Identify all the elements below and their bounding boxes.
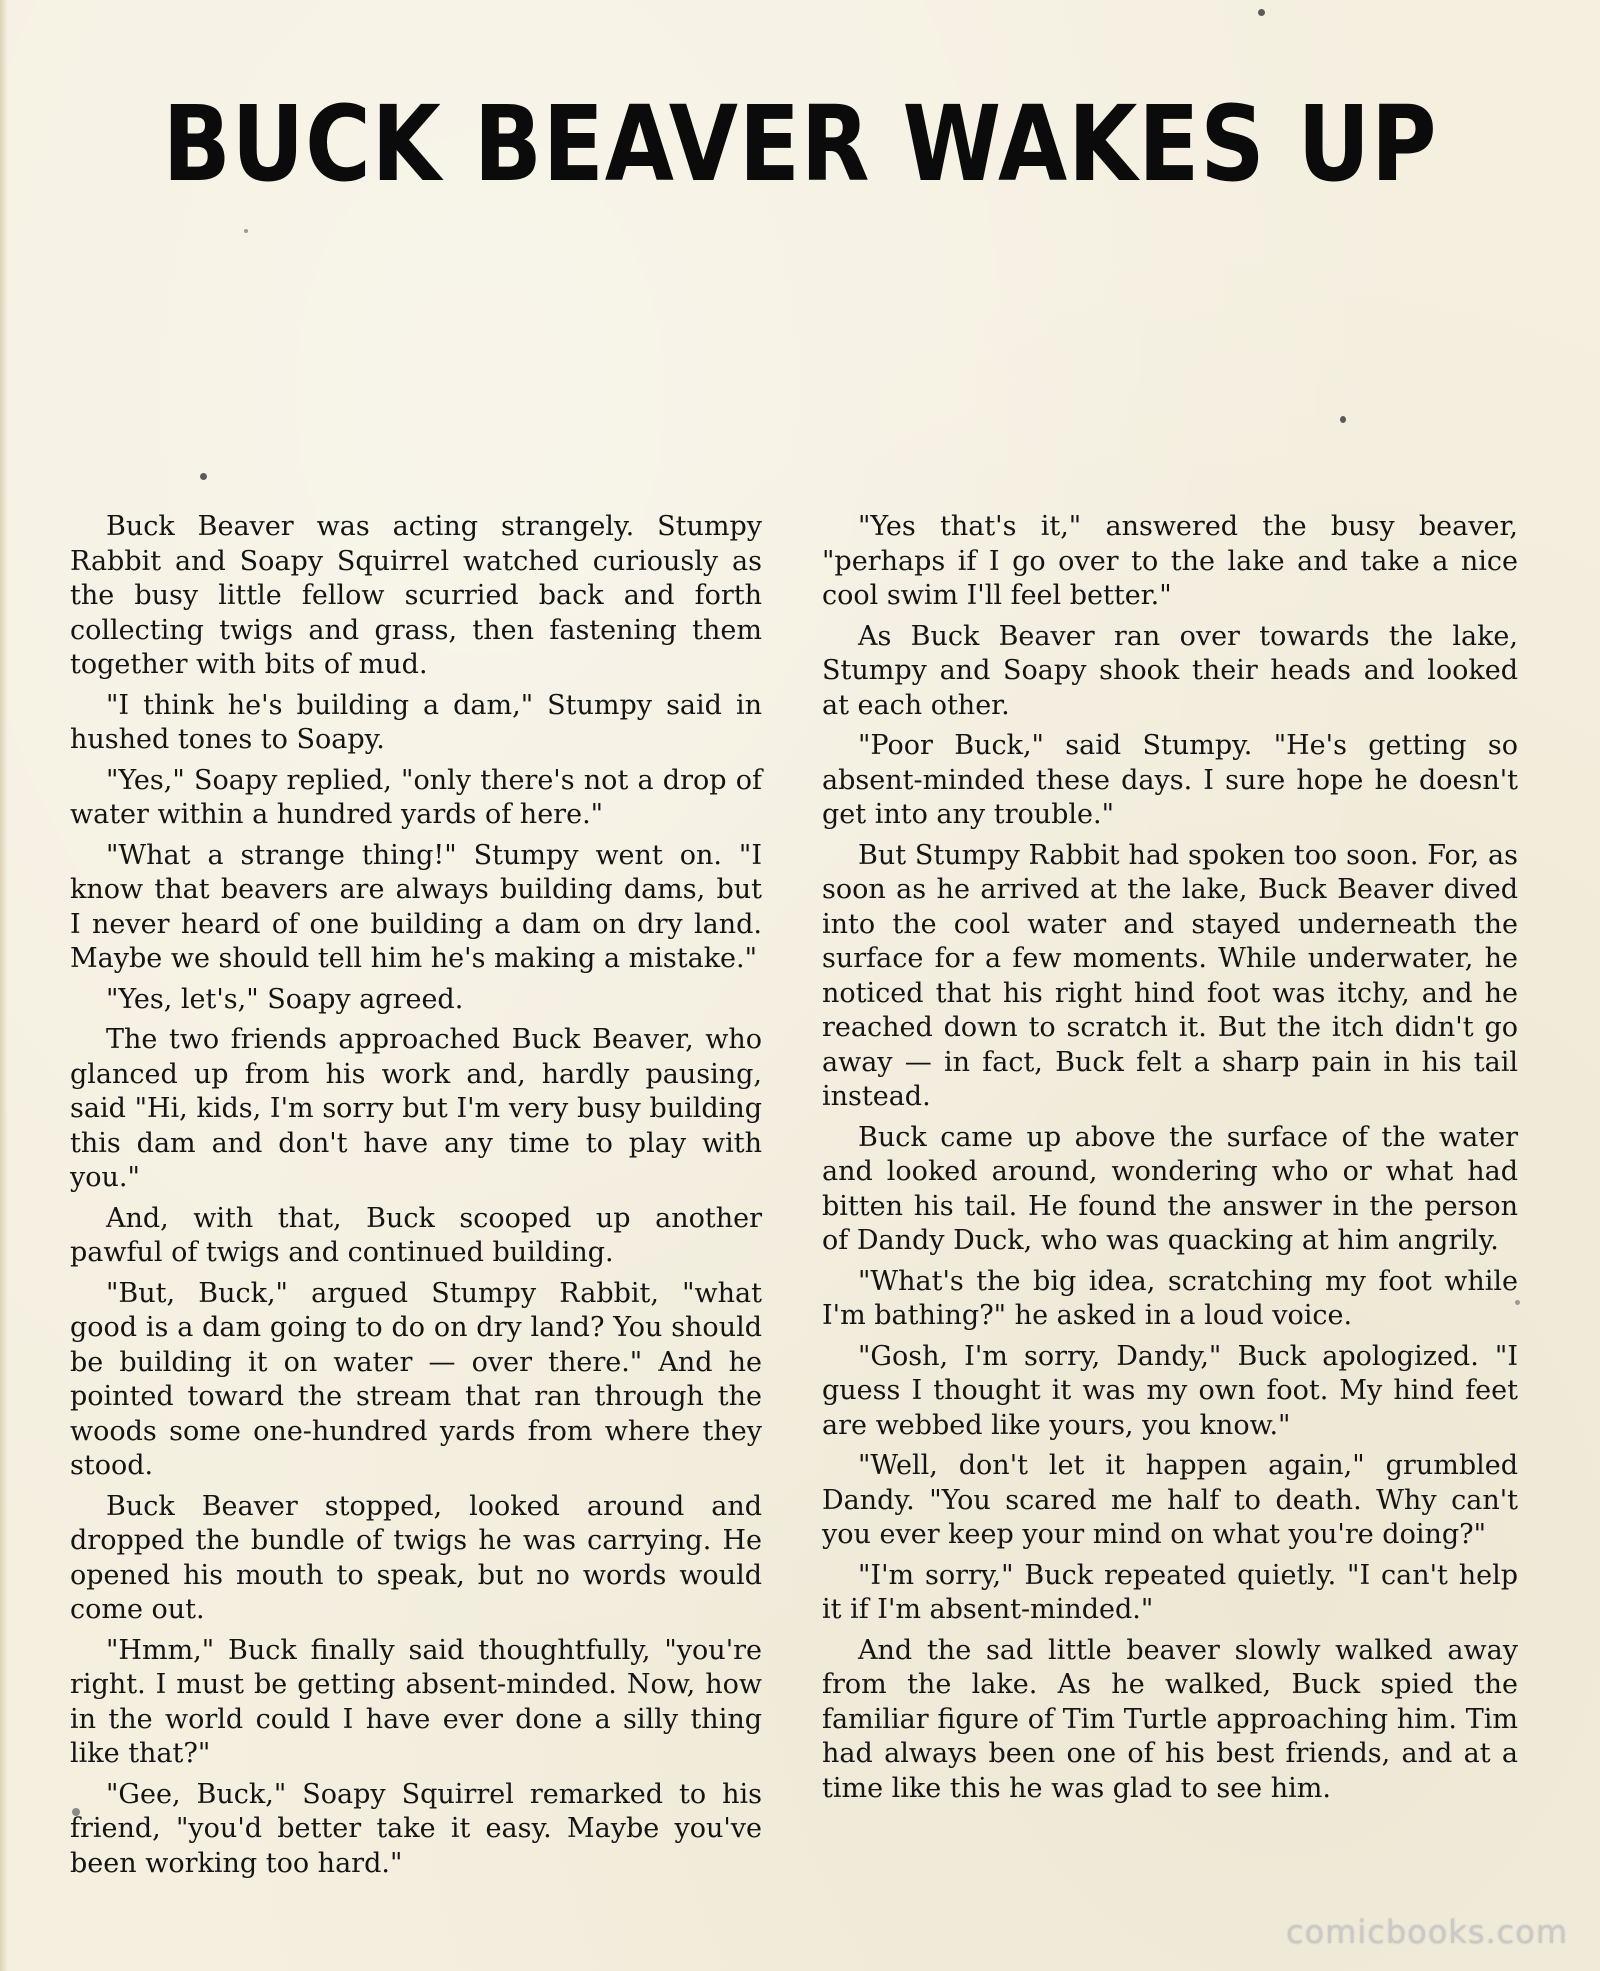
text-column-right xyxy=(822,510,1518,1812)
paragraph: But Stumpy Rabbit had spoken too soon. For, as soon as he arrived at the lake, Buck Beaver dived into the cool water and stayed underneath the surface for a few moments. While underwater, he noticed that his right hind foot was itchy, and he reached down to scratch it. But the itch didn't go away — in fact, Buck felt a sharp pain in his tail instead. xyxy=(822,839,1518,1112)
paragraph: And the sad little beaver slowly walked away from the lake. As he walked, Buck spied the familiar figure of Tim Turtle approaching him. Tim had always been one of his best friends, and at a time like this he was glad to see him. xyxy=(822,1634,1518,1804)
paragraph: "Well, don't let it happen again," grumbled Dandy. "You scared me half to death. Why can't you ever keep your mind on what you're doing?" xyxy=(822,1450,1518,1550)
paragraph: "I think he's building a dam," Stumpy said in hushed tones to Soapy. xyxy=(70,689,762,755)
paragraph: Buck Beaver stopped, looked around and dropped the bundle of twigs he was carrying. He opened his mouth to speak, but no words would come out. xyxy=(70,1490,762,1625)
text-column-left xyxy=(70,510,762,1887)
paragraph: "But, Buck," argued Stumpy Rabbit, "what good is a dam going to do on dry land? You should be building it on water — over there." And he pointed toward the stream that ran through the woods some one-hundred yards from where they stood. xyxy=(70,1277,762,1481)
paragraph: "I'm sorry," Buck repeated quietly. "I can't help it if I'm absent-minded." xyxy=(822,1559,1518,1625)
paragraph: "Gee, Buck," Soapy Squirrel remarked to his friend, "you'd better take it easy. Maybe you've been working too hard." xyxy=(70,1778,762,1879)
page-edge xyxy=(0,0,8,1971)
paragraph: And, with that, Buck scooped up another pawful of twigs and continued building. xyxy=(70,1202,762,1268)
paragraph: As Buck Beaver ran over towards the lake, Stumpy and Soapy shook their heads and looked at each other. xyxy=(822,620,1518,721)
paragraph: "What a strange thing!" Stumpy went on. "I know that beavers are always building dams, but I never heard of one building a dam on dry land. Maybe we should tell him he's making a mistake." xyxy=(70,839,762,974)
paragraph: The two friends approached Buck Beaver, who glanced up from his work and, hardly pausing, said "Hi, kids, I'm sorry but I'm very busy building this dam and don't have any time to play with you." xyxy=(70,1024,762,1193)
paragraph: "Hmm," Buck finally said thoughtfully, "you're right. I must be getting absent-minded. Now, how in the world could I have ever done a silly thing like that?" xyxy=(70,1634,762,1769)
paper-speck xyxy=(1340,416,1346,423)
paper-speck xyxy=(244,229,248,233)
story-title: BUCK BEAVER WAKES UP xyxy=(162,83,1438,205)
paragraph: "Yes that's it," answered the busy beaver, "perhaps if I go over to the lake and take a nice cool swim I'll feel better." xyxy=(822,511,1518,611)
paragraph: "Gosh, I'm sorry, Dandy," Buck apologized. "I guess I thought it was my own foot. My hind feet are webbed like yours, you know." xyxy=(822,1340,1518,1441)
paragraph: "Yes, let's," Soapy agreed. xyxy=(106,983,464,1015)
paragraph: "What's the big idea, scratching my foot while I'm bathing?" he asked in a loud voice. xyxy=(822,1265,1518,1331)
paper-speck xyxy=(1258,9,1265,16)
paragraph: Buck Beaver was acting strangely. Stumpy Rabbit and Soapy Squirrel watched curiously as the busy little fellow scurried back and forth collecting twigs and grass, then fastening them together with bits of mud. xyxy=(70,511,762,680)
paragraph: "Poor Buck," said Stumpy. "He's getting so absent-minded these days. I sure hope he doesn't get into any trouble." xyxy=(822,730,1518,830)
paragraph: Buck came up above the surface of the water and looked around, wondering who or what had bitten his tail. He found the answer in the person of Dandy Duck, who was quacking at him angrily. xyxy=(822,1121,1518,1256)
paper-speck xyxy=(200,473,207,480)
paragraph: "Yes," Soapy replied, "only there's not a drop of water within a hundred yards of here." xyxy=(70,764,762,830)
watermark: comicbooks.com xyxy=(1285,1913,1568,1951)
